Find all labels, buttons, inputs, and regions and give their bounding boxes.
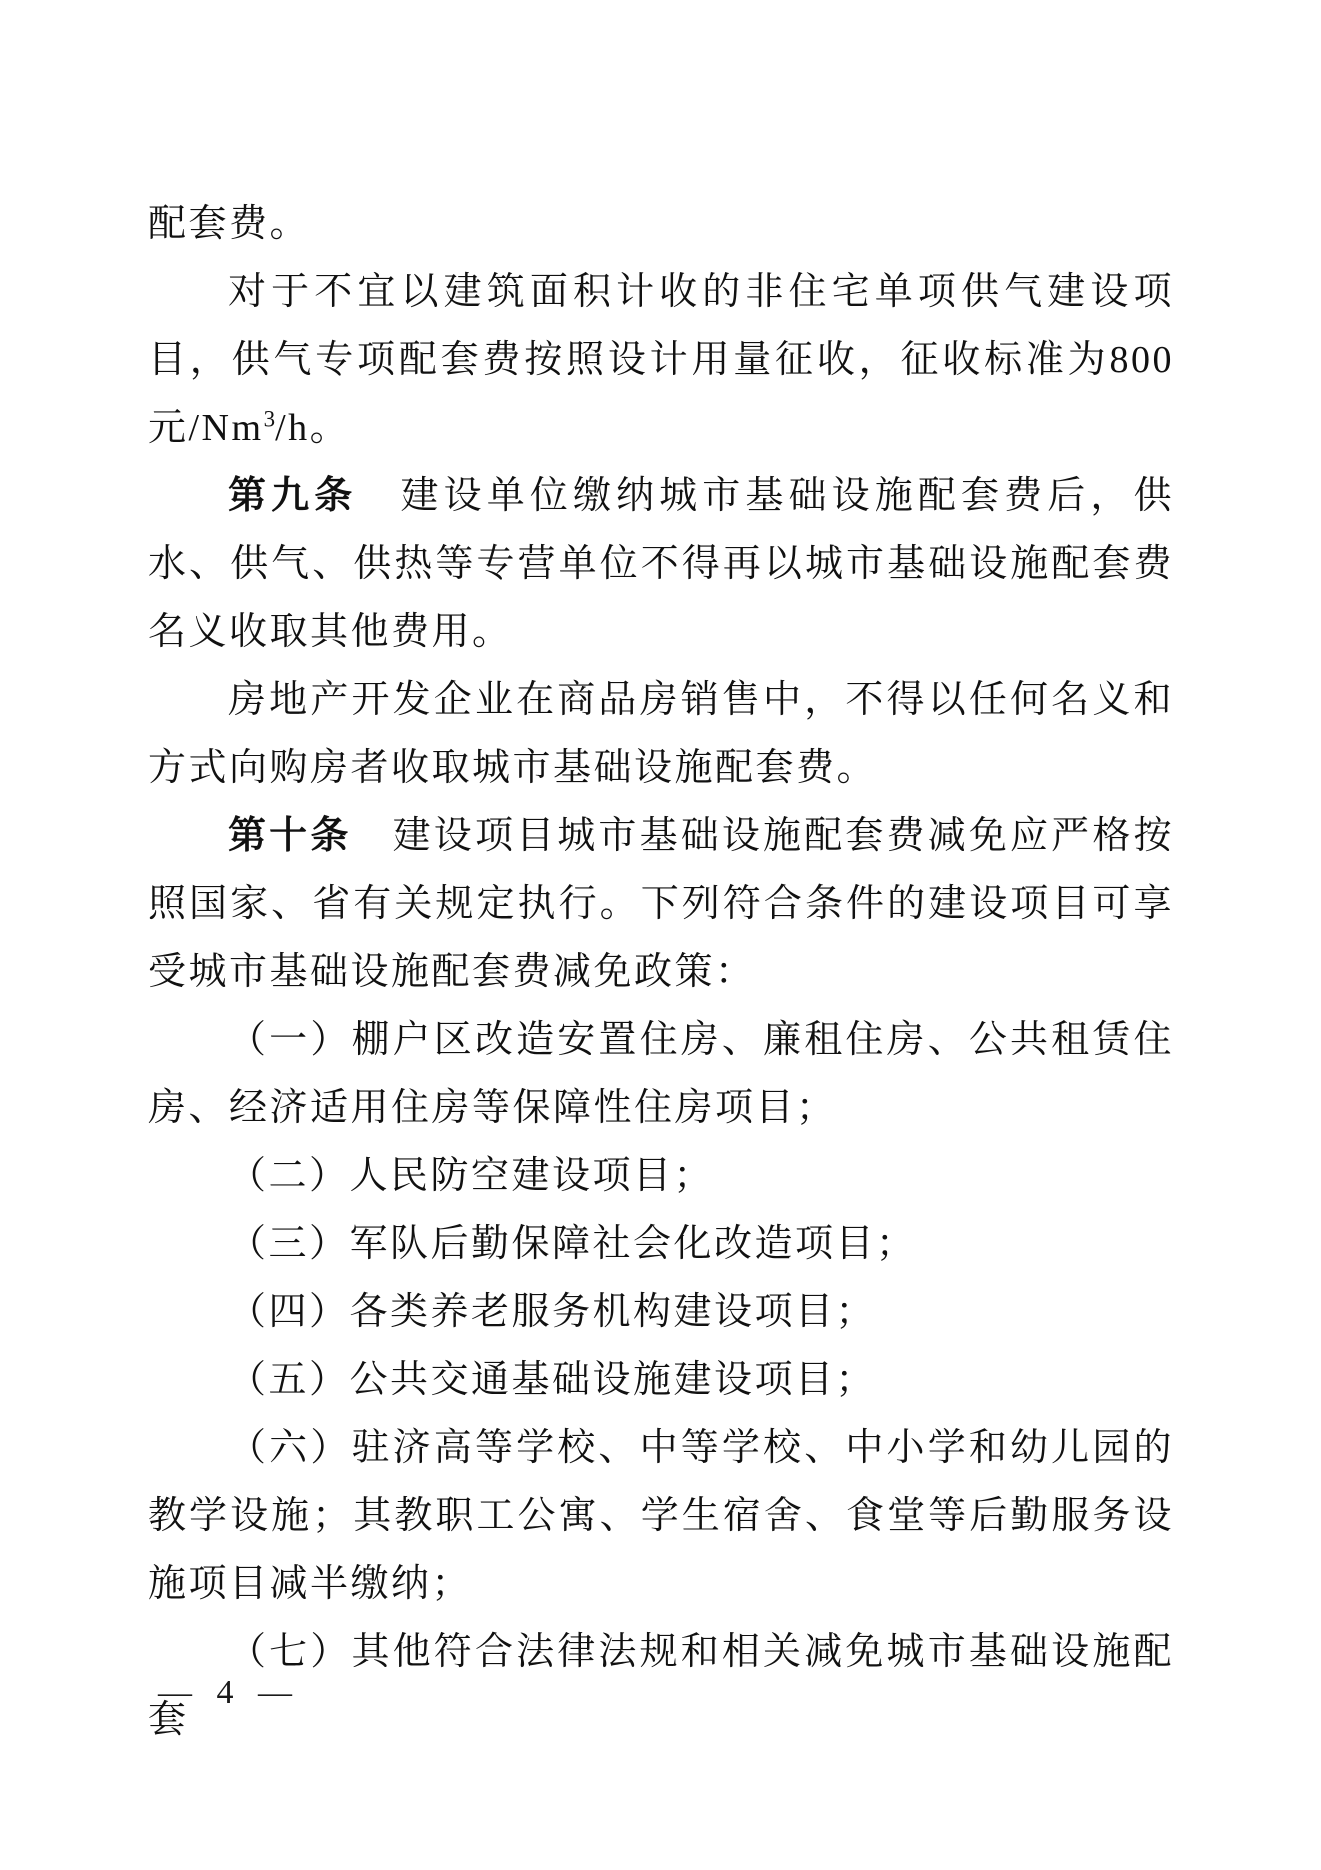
text-run: 房地产开发企业在商品房销售中，不得以任何名义和方式向购房者收取城市基础设施配套费。: [148, 679, 1174, 789]
paragraph: [148, 1142, 1174, 1210]
text-run: （四）各类养老服务机构建设项目；: [228, 1291, 877, 1333]
text-run: 对于不宜以建筑面积计收的非住宅单项供气建设项目，供气专项配套费按照设计用量征收，征收标准为800 元/Nm: [148, 271, 1174, 449]
paragraph: [148, 258, 1174, 462]
text-run: 建设单位缴纳城市基础设施配套费后，供水、供气、供热等专营单位不得再以城市基础设施配套费名义收取其他费用。: [148, 475, 1174, 653]
article-number: 第十条: [228, 815, 352, 857]
text-run: （五）公共交通基础设施建设项目；: [228, 1359, 877, 1401]
superscript: 3: [263, 406, 276, 432]
text-run: （七）其他符合法律法规和相关减免城市基础设施配套: [148, 1631, 1174, 1741]
paragraph: [148, 666, 1174, 802]
paragraph: [148, 1278, 1174, 1346]
paragraph: [148, 1346, 1174, 1414]
paragraph: [148, 1210, 1174, 1278]
article-number: 第九条: [228, 475, 358, 517]
document-body: [148, 190, 1174, 1754]
text-run: 建设项目城市基础设施配套费减免应严格按照国家、省有关规定执行。下列符合条件的建设项目可享受城市基础设施配套费减免政策：: [148, 815, 1174, 993]
paragraph: [148, 1006, 1174, 1142]
page-number: — 4 —: [158, 1674, 300, 1711]
paragraph: [148, 802, 1174, 1006]
text-run: （一）棚户区改造安置住房、廉租住房、公共租赁住房、经济适用住房等保障性住房项目；: [148, 1019, 1174, 1129]
page-footer: [158, 1674, 300, 1712]
paragraph: [148, 1618, 1174, 1754]
text-run: （三）军队后勤保障社会化改造项目；: [228, 1223, 917, 1265]
text-run: /h。: [275, 407, 351, 449]
text-run: （六）驻济高等学校、中等学校、中小学和幼儿园的教学设施；其教职工公寓、学生宿舍、食堂等后勤服务设施项目减半缴纳；: [148, 1427, 1174, 1605]
paragraph: [148, 462, 1174, 666]
text-run: （二）人民防空建设项目；: [228, 1155, 715, 1197]
text-run: 配套费。: [148, 203, 311, 245]
paragraph: [148, 190, 1174, 258]
paragraph: [148, 1414, 1174, 1618]
